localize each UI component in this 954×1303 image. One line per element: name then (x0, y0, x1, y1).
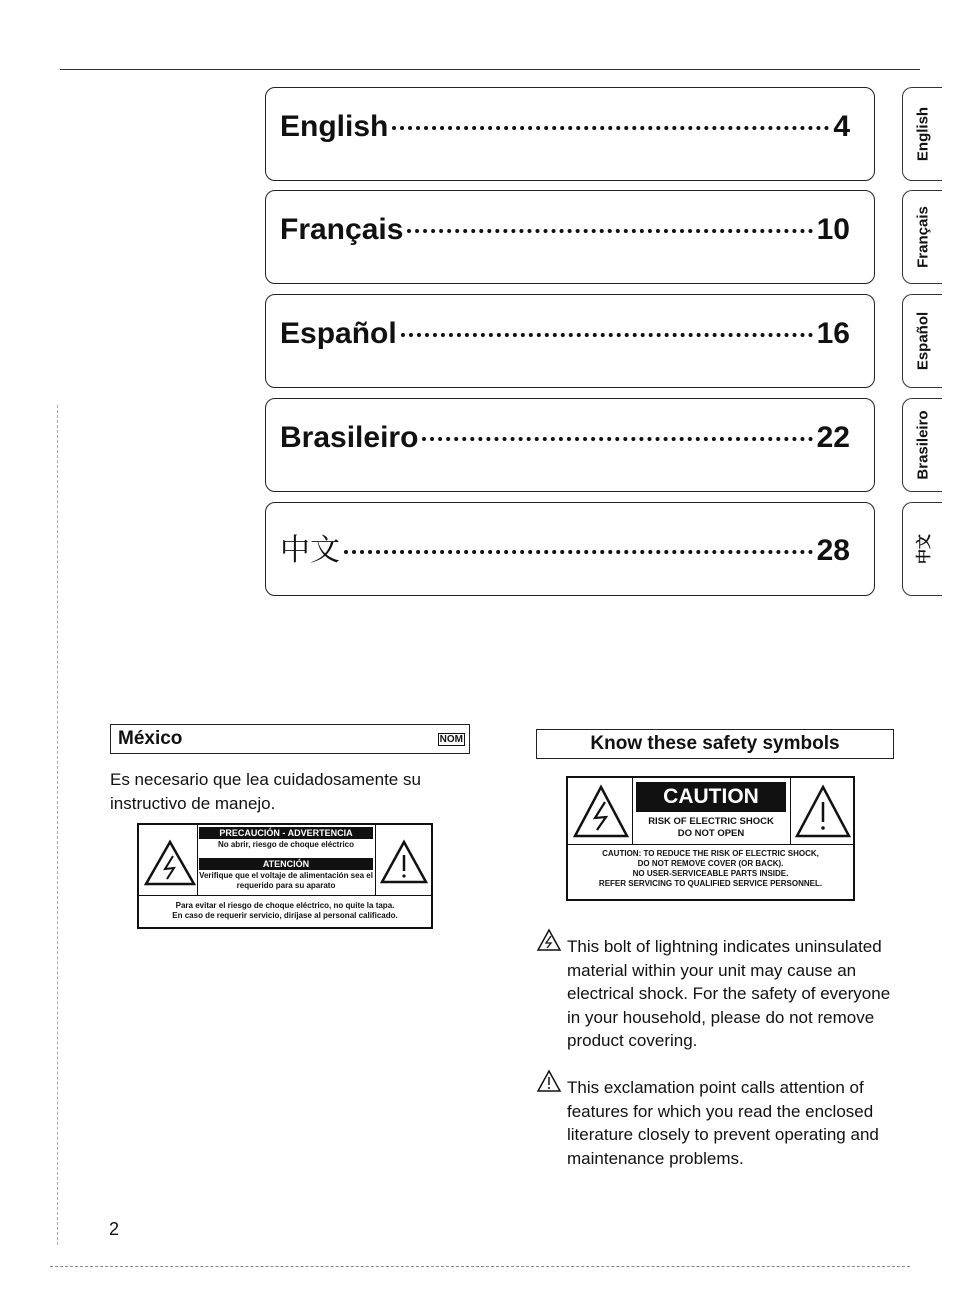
side-tab-espanol[interactable] (902, 294, 942, 388)
caution-note-2: DO NOT REMOVE COVER (OR BACK). (637, 859, 784, 868)
exclamation-triangle-icon (536, 1069, 562, 1093)
footer-line-1: Para evitar el riesgo de choque eléctrico, no quite la tapa. (175, 901, 395, 910)
tab-label: 中文 (915, 533, 932, 565)
toc-label: English (280, 110, 389, 143)
side-tab-english[interactable] (902, 87, 942, 181)
atencion-line: Verifique que el voltaje de alimentación sea el requerido para su aparato (199, 871, 373, 890)
side-tab-francais[interactable] (902, 190, 942, 284)
risk-line-2: DO NOT OPEN (677, 828, 745, 839)
caution-note-3: NO USER-SERVICEABLE PARTS INSIDE. (632, 869, 789, 878)
leader-dots (422, 437, 812, 441)
toc-page: 28 (816, 534, 850, 567)
leader-dots (344, 550, 813, 554)
toc-page: 16 (816, 317, 850, 350)
mexico-title: México (118, 728, 183, 749)
toc-entry-english[interactable] (265, 87, 875, 181)
footer-line-2: En caso de requerir servicio, diríjase al personal calificado. (172, 911, 398, 920)
side-tab-brasileiro[interactable] (902, 398, 942, 492)
toc-label: 中文 (280, 534, 340, 567)
bottom-rule (50, 1266, 910, 1267)
nom-logo: NOM (439, 734, 463, 745)
tab-label: Español (914, 311, 931, 371)
safety-title: Know these safety symbols (590, 733, 840, 754)
toc-entry-espanol[interactable] (265, 294, 875, 388)
top-rule (60, 69, 920, 70)
toc-page: 22 (816, 421, 850, 454)
leader-dots (401, 333, 813, 337)
divider (632, 778, 633, 844)
toc-label: Français (280, 213, 404, 246)
caution-note-4: REFER SERVICING TO QUALIFIED SERVICE PERSONNEL. (598, 879, 823, 888)
divider (197, 825, 198, 895)
exclamation-triangle-icon (379, 839, 429, 885)
caution-banner: CAUTION (636, 782, 786, 812)
exclamation-triangle-icon (794, 784, 852, 840)
toc-entry-chinese[interactable] (265, 502, 875, 596)
toc-page: 10 (816, 213, 850, 246)
divider (139, 895, 431, 896)
precaucion-line: No abrir, riesgo de choque eléctrico (217, 840, 355, 849)
divider (568, 844, 853, 845)
leader-dots (392, 126, 829, 130)
page-number: 2 (109, 1219, 120, 1239)
leader-dots (407, 229, 812, 233)
divider (790, 778, 791, 844)
bolt-description: This bolt of lightning indicates uninsulated material within your unit may cause an electrical shock. For the safety of everyone in your household, please do not remove product covering. (567, 937, 891, 1050)
side-tab-chinese[interactable] (902, 502, 942, 596)
risk-line-1: RISK OF ELECTRIC SHOCK (648, 816, 774, 827)
exclamation-description: This exclamation point calls attention of features for which you read the enclosed literature closely to prevent operating and maintenance problems. (567, 1078, 879, 1168)
atencion-header: ATENCIÓN (199, 858, 373, 870)
margin-line (57, 405, 58, 1245)
tab-label: Brasileiro (914, 410, 931, 480)
lightning-triangle-icon (536, 928, 562, 952)
mexico-header (110, 724, 470, 754)
precaucion-header: PRECAUCIÓN - ADVERTENCIA (199, 827, 373, 839)
toc-label: Español (280, 317, 397, 350)
toc-entry-brasileiro[interactable] (265, 398, 875, 492)
tab-label: English (914, 106, 931, 162)
safety-header (536, 729, 894, 759)
caution-label (566, 776, 855, 901)
tab-label: Français (914, 206, 931, 268)
divider (375, 825, 376, 895)
toc-entry-francais[interactable] (265, 190, 875, 284)
toc-label: Brasileiro (280, 421, 419, 454)
caution-note-1: CAUTION: TO REDUCE THE RISK OF ELECTRIC SHOCK, (602, 849, 819, 858)
mexico-text: Es necesario que lea cuidadosamente su instructivo de manejo. (110, 770, 421, 813)
mexico-warning-label (137, 823, 433, 929)
lightning-triangle-icon (143, 839, 197, 887)
toc-page: 4 (833, 110, 850, 143)
lightning-triangle-icon (572, 784, 630, 840)
